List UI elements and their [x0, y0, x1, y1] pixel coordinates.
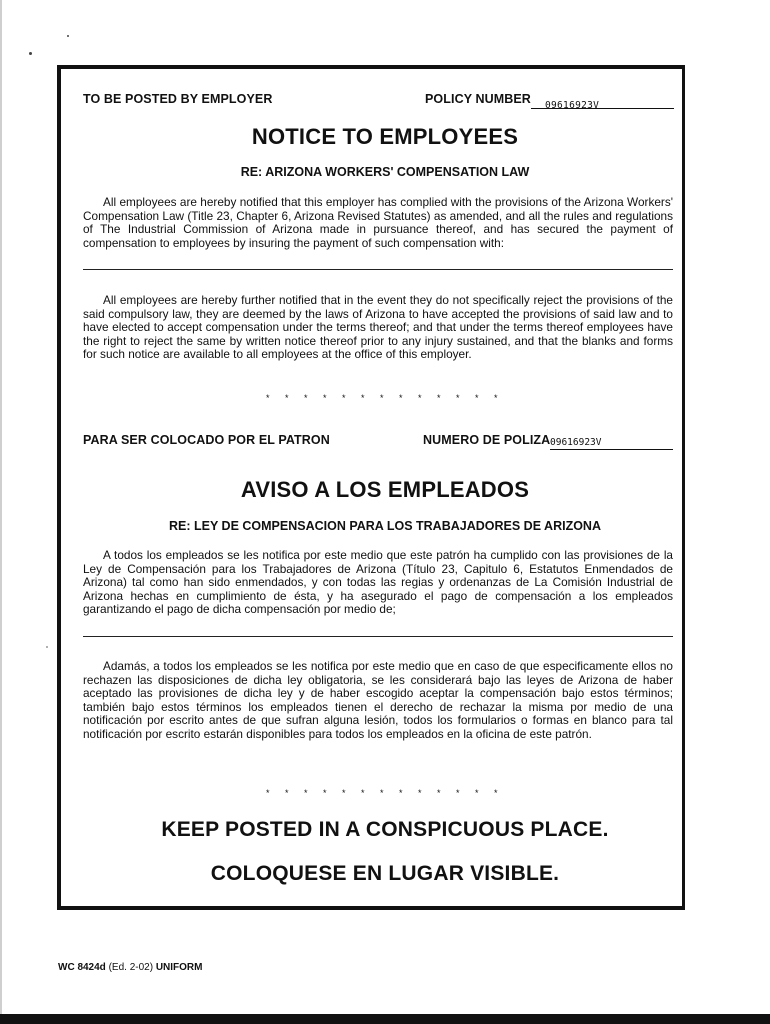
form-type: UNIFORM [155, 962, 203, 973]
spanish-separator: * * * * * * * * * * * * * [265, 788, 505, 798]
english-policy-number: 09616923V [545, 100, 600, 111]
coloquese-headline: COLOQUESE EN LUGAR VISIBLE. [210, 862, 560, 885]
english-separator: * * * * * * * * * * * * * [265, 393, 505, 403]
spanish-policy-number: 09616923V [550, 437, 602, 448]
form-edition: (Ed. 2-02) [108, 962, 154, 973]
english-policy-number-field [531, 94, 674, 109]
scan-speck [29, 52, 32, 55]
keep-posted-headline: KEEP POSTED IN A CONSPICUOUS PLACE. [161, 818, 609, 841]
spanish-title: AVISO A LOS EMPLEADOS [240, 477, 530, 502]
spanish-insurer-line [83, 636, 673, 637]
form-code [58, 962, 203, 973]
scan-speck [67, 35, 69, 37]
english-paragraph-2: All employees are hereby further notified that in the event they do not specifically reject the provisions of the said compulsory law, they are deemed by the laws of Arizona to have accepted the provisions of said law and to have elected to accept compensation under the terms thereof; and that under the terms thereof employees have the right to reject the same by written notice thereof prior to any injury sustained, and that the blanks and forms for such notice are available to all employees at the office of this employer. [83, 293, 673, 362]
spanish-paragraph-1: A todos los empleados se les notifica por este medio que este patrón ha cumplido con las provisiones de la Ley de Compensación para los Trabajadores de Arizona (Título 23, Capitulo 6, Estatutos Enmendados de Arizona) tal como han sido enmendados, y con todas las regias y ordenanzas de La Comisión Industrial de Arizona hechas en cumplimiento de ésta, y ha asegurado el pago de compensación a los empleados garantizando el pago de dicha compensación por medio de; [83, 548, 673, 617]
spanish-policy-label: NUMERO DE POLIZA [423, 433, 551, 447]
english-title: NOTICE TO EMPLOYEES [251, 124, 519, 149]
scan-bottom-edge [0, 1014, 770, 1024]
english-posted-by: TO BE POSTED BY EMPLOYER [83, 92, 273, 106]
english-paragraph-1: All employees are hereby notified that this employer has complied with the provisions of the Arizona Workers' Compensation Law (Title 23, Chapter 6, Arizona Revised Statutes) as amended, and all the rules and regulations of The Industrial Commission of Arizona made in pursuance thereof, and has secured the payment of compensation to employees by insuring the payment of such compensation with: [83, 195, 673, 250]
spanish-policy-number-field [550, 435, 673, 450]
english-policy-label: POLICY NUMBER [425, 92, 531, 106]
form-code-number: WC 8424d [58, 962, 106, 973]
english-subtitle: RE: ARIZONA WORKERS' COMPENSATION LAW [240, 165, 530, 179]
spanish-subtitle: RE: LEY DE COMPENSACION PARA LOS TRABAJADORES DE ARIZONA [169, 519, 601, 533]
english-insurer-line [83, 269, 673, 270]
spanish-paragraph-2: Adamás, a todos los empleados se les notifica por este medio que en caso de que especificamente ellos no rechazen las disposiciones de dicha ley obligatoria, se les considerará bajo las leyes de Arizona de haber aceptado las provisiones de dicha ley y de haber escogido aceptar la compensación bajo estos términos; también bajo estos términos los empleados tienen el derecho de rechazar la misma por medio de una notificación por escrito antes de que sufran alguna lesión, todos los formularios o formas en blanco para tal notificación por escrito estarán disponibles para todos los empleados en la oficina de este patrón. [83, 659, 673, 741]
scan-speck [46, 646, 48, 648]
spanish-posted-by: PARA SER COLOCADO POR EL PATRON [83, 433, 330, 447]
